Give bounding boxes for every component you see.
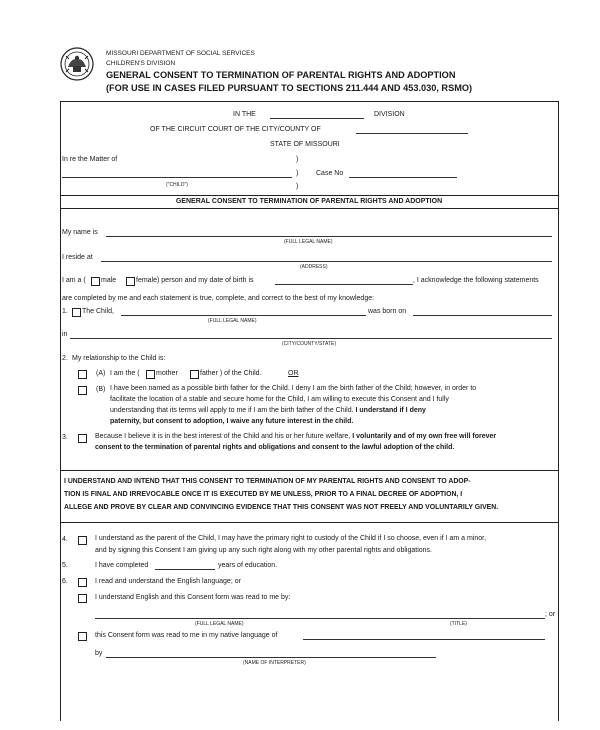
item-3-line-1: Because I believe it is in the best interest of the Child and his or her future welfare, I voluntarily and of my own free will forever	[95, 433, 497, 440]
item-3-number: 3.	[62, 434, 68, 441]
birth-place-field[interactable]	[70, 338, 552, 339]
caption-paren-3: )	[296, 183, 299, 190]
reader-name-caption: (FULL LEGAL NAME)	[195, 621, 244, 627]
item-1-child-label: The Child,	[82, 308, 114, 315]
native-language-field[interactable]	[303, 639, 545, 640]
full-legal-name-caption: (FULL LEGAL NAME)	[284, 239, 333, 245]
item-2b-label: (B)	[96, 386, 106, 393]
case-no-label: Case No	[316, 170, 344, 177]
male-label: male	[101, 277, 117, 284]
caption-paren-2: )	[296, 170, 299, 177]
state-seal	[60, 47, 94, 81]
item-6-number: 6.	[62, 578, 68, 585]
or-label: OR	[288, 370, 299, 377]
item-3-checkbox[interactable]	[78, 434, 87, 443]
item-2b-line-2: facilitate the location of a stable and secure home for the Child, I am willing to execute this Consent and I fully	[110, 396, 449, 403]
understand-line-3: ALLEGE AND PROVE BY CLEAR AND CONVINCING EVIDENCE THAT THIS CONSENT WAS NOT FREELY AND VOLUNTARILY GIVEN.	[64, 504, 499, 511]
section-title: GENERAL CONSENT TO TERMINATION OF PARENTAL RIGHTS AND ADOPTION	[175, 198, 443, 205]
reside-label: I reside at	[62, 254, 93, 261]
mother-checkbox[interactable]	[146, 370, 155, 379]
state-label: STATE OF MISSOURI	[270, 141, 340, 148]
i-am-a-label: I am a (	[62, 277, 86, 284]
item-1-in-label: in	[62, 331, 68, 338]
item-6c-text: this Consent form was read to me in my native language of	[95, 632, 278, 639]
born-on-label: was born on	[368, 308, 407, 315]
item-5-number: 5.	[62, 562, 68, 569]
father-label: father ) of the Child.	[200, 370, 262, 377]
item-2b-line-1: I have been named as a possible birth father for the Child. I deny I am the birth father of the Child; however, in order to	[110, 385, 477, 392]
child-full-name-field[interactable]	[121, 315, 366, 316]
child-dob-field[interactable]	[413, 315, 552, 316]
division-name: CHILDREN'S DIVISION	[106, 60, 176, 67]
my-name-label: My name is	[62, 229, 98, 236]
date-of-birth-field[interactable]	[275, 284, 413, 285]
item-5-years: years of education.	[218, 562, 278, 569]
item-1-number: 1.	[62, 308, 68, 315]
in-re-label: In re the Matter of	[62, 156, 118, 163]
by-label: by	[95, 650, 103, 657]
female-dob-label: female) person and my date of birth is	[136, 277, 254, 284]
mother-label: mother	[156, 370, 178, 377]
form-subtitle: (FOR USE IN CASES FILED PURSUANT TO SECTIONS 211.444 AND 453.030, RSMO)	[106, 83, 473, 93]
address-field[interactable]	[101, 261, 552, 262]
item-4-line-2: and by signing this Consent I am giving up any such right along with my other parental rights and obligations.	[95, 547, 432, 554]
item-4-number: 4.	[62, 536, 68, 543]
city-county-state-caption: (CITY/COUNTY/STATE)	[282, 341, 336, 347]
circuit-court-label: OF THE CIRCUIT COURT OF THE CITY/COUNTY OF	[150, 126, 321, 133]
item-6b-text: I understand English and this Consent form was read to me by:	[95, 594, 291, 601]
item-2b-checkbox[interactable]	[78, 386, 87, 395]
item-4-checkbox[interactable]	[78, 536, 87, 545]
item-2a-label: (A)	[96, 370, 106, 377]
item-2-number: 2.	[62, 355, 68, 362]
caption-paren-1: )	[296, 156, 299, 163]
item-1-checkbox[interactable]	[72, 308, 81, 317]
reader-title-caption: (TITLE)	[450, 621, 467, 627]
item-2b-line-4: paternity, but consent to adoption, I waive any future interest in the child.	[110, 418, 354, 425]
understand-line-2: TION IS FINAL AND IRREVOCABLE ONCE IT IS EXECUTED BY ME UNLESS, PRIOR TO A FINAL DECREE OF ADOPTION, I	[64, 491, 463, 498]
item-5-text: I have completed	[95, 562, 149, 569]
interpreter-name-field[interactable]	[106, 657, 436, 658]
interpreter-name-caption: (NAME OF INTERPRETER)	[243, 660, 306, 666]
father-checkbox[interactable]	[190, 370, 199, 379]
circuit-number-field[interactable]	[270, 118, 364, 119]
item-6c-checkbox[interactable]	[78, 632, 87, 641]
item-2a-text: I am the (	[110, 370, 140, 377]
child-full-legal-name-caption: (FULL LEGAL NAME)	[208, 318, 257, 324]
female-checkbox[interactable]	[126, 277, 135, 286]
address-caption: (ADDRESS)	[300, 264, 328, 270]
completed-statement: are completed by me and each statement is true, complete, and correct to the best of my knowledge:	[62, 295, 375, 302]
child-caption-label: ("CHILD")	[166, 182, 188, 188]
child-name-field[interactable]	[62, 177, 292, 178]
semicolon-or: ; or	[545, 611, 556, 618]
item-2-text: My relationship to the Child is:	[72, 355, 166, 362]
agency-name: MISSOURI DEPARTMENT OF SOCIAL SERVICES	[106, 50, 255, 57]
understand-line-1: I UNDERSTAND AND INTEND THAT THIS CONSENT TO TERMINATION OF MY PARENTAL RIGHTS AND CONSENT TO ADOP-	[64, 478, 471, 485]
form-title: GENERAL CONSENT TO TERMINATION OF PARENTAL RIGHTS AND ADOPTION	[106, 70, 456, 80]
city-county-field[interactable]	[356, 133, 468, 134]
item-4-line-1: I understand as the parent of the Child, I may have the primary right to custody of the Child if I so choose, even if I am a minor,	[95, 535, 487, 542]
division-label: DIVISION	[374, 111, 405, 118]
case-number-field[interactable]	[349, 177, 457, 178]
item-6a-checkbox[interactable]	[78, 578, 87, 587]
item-6b-checkbox[interactable]	[78, 594, 87, 603]
male-checkbox[interactable]	[91, 277, 100, 286]
item-6a-text: I read and understand the English language; or	[95, 578, 241, 585]
my-name-field[interactable]	[106, 236, 552, 237]
years-education-field[interactable]	[155, 569, 215, 570]
item-2a-checkbox[interactable]	[78, 370, 87, 379]
in-the-label: IN THE	[233, 111, 256, 118]
item-2b-line-3: understanding that its terms will apply to me if I am the birth father of the Child. I understand if I deny	[110, 407, 426, 414]
item-3-line-2: consent to the termination of parental rights and obligations and consent to the lawful adoption of the child.	[95, 444, 455, 451]
seal-icon	[60, 47, 94, 81]
acknowledge-label: , I acknowledge the following statements	[413, 277, 539, 284]
reader-name-field[interactable]	[95, 618, 545, 619]
